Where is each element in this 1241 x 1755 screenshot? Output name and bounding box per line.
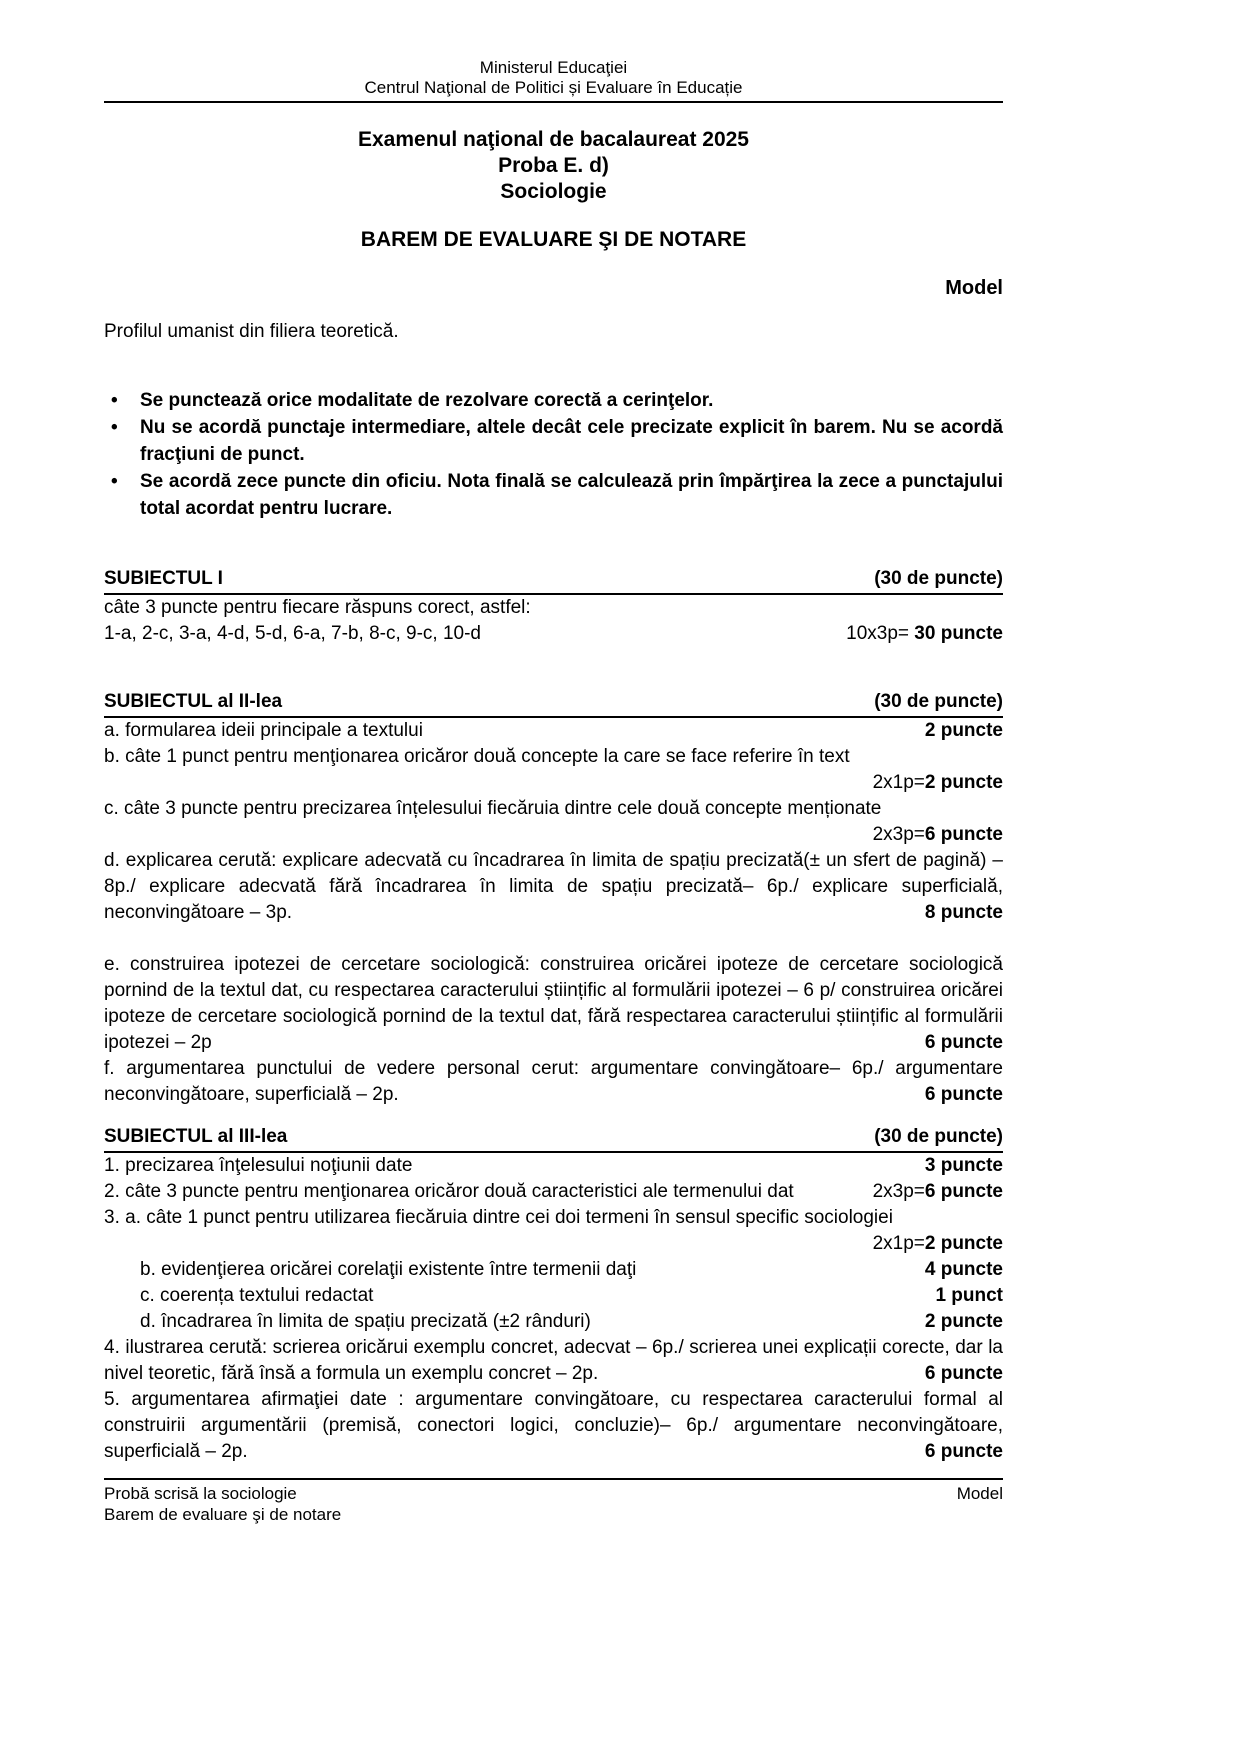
- s1-intro-line: câte 3 puncte pentru fiecare răspuns corect, astfel:: [104, 597, 531, 618]
- item-score: 2 puncte: [924, 1233, 1003, 1254]
- item-score: 6 puncte: [924, 1181, 1003, 1202]
- section-points: (30 de puncte): [874, 691, 1003, 712]
- item-score: 8 puncte: [917, 900, 1003, 926]
- rubric-item-c-score-line: [104, 822, 1003, 848]
- rubric-item-3d: [104, 1309, 1003, 1335]
- item-text: 5. argumentarea afirmaţiei date : argumentare convingătoare, cu respectarea caracterului formal al construirii argumentării (premisă, conectori logici, concluzie)– 6p./ argumentare neconvingătoare, superficială – 2p.: [104, 1389, 1003, 1462]
- item-score: 6 puncte: [917, 1439, 1003, 1465]
- rubric-item-b-text: b. câte 1 punct pentru menţionarea oricăror două concepte la care se face referire în text: [104, 746, 850, 767]
- section-title: SUBIECTUL al III-lea: [104, 1126, 288, 1147]
- item-text: d. încadrarea în limita de spațiu precizată (±2 rânduri): [140, 1311, 591, 1332]
- section-points: (30 de puncte): [874, 568, 1003, 589]
- section-subiectul-3: [104, 1108, 1003, 1465]
- section-heading: [104, 689, 1003, 718]
- barem-title: BAREM DE EVALUARE ŞI DE NOTARE: [360, 228, 747, 251]
- footer-barem: Barem de evaluare şi de notare: [104, 1505, 342, 1524]
- item-text: 1. precizarea înţelesului noţiunii date: [104, 1155, 413, 1176]
- item-score: 4 puncte: [924, 1259, 1003, 1280]
- rubric-item-5: [104, 1387, 1003, 1465]
- item-text: 4. ilustrarea cerută: scrierea oricărui exemplu concret, adecvat – 6p./ scrierea unei explicații corecte, dar la nivel teoretic, fără însă a formula un exemplu concret – 2p.: [104, 1337, 1003, 1384]
- item-text: e. construirea ipotezei de cercetare sociologică: construirea oricărei ipoteze de cercetare sociologică pornind de la textul dat, cu respectarea caracterului științific al formulării ipotezei – 6 p/ construirea oricărei ipoteze de cercetare sociologică pornind de la textul dat, fără respectarea caracterului științific al formulării ipotezei – 2p: [104, 954, 1003, 1053]
- exam-proba: Proba E. d): [498, 154, 609, 177]
- rubric-item-3a-score-line: [104, 1231, 1003, 1257]
- rubric-item-d: [104, 848, 1003, 926]
- rubric-item-f: [104, 1056, 1003, 1108]
- s1-score-prefix: 10x3p=: [846, 623, 915, 644]
- item-text: a. formularea ideii principale a textului: [104, 720, 423, 741]
- blank-line: [104, 926, 1003, 952]
- item-score-prefix: 2x3p=: [872, 824, 925, 845]
- item-score: 6 puncte: [917, 1030, 1003, 1056]
- item-score-prefix: 2x1p=: [872, 1233, 925, 1254]
- section-heading: [104, 1124, 1003, 1153]
- item-text: b. evidenţierea oricărei corelaţii existente între termenii daţi: [140, 1259, 637, 1280]
- section-title: SUBIECTUL I: [104, 568, 223, 589]
- section-title: SUBIECTUL al II-lea: [104, 691, 283, 712]
- rule-item: • Se punctează orice modalitate de rezolvare corectă a cerinţelor.: [104, 387, 1003, 414]
- ministry-line: Ministerul Educaţiei: [479, 58, 628, 77]
- footer-model: Model: [956, 1484, 1003, 1503]
- item-text: 2. câte 3 puncte pentru menţionarea oricăror două caracteristici ale termenului dat: [104, 1181, 794, 1202]
- item-score: 2 puncte: [924, 1311, 1003, 1332]
- exam-title-block: [104, 127, 1003, 205]
- rubric-item-3b: [104, 1257, 1003, 1283]
- rule-item: • Se acordă zece puncte din oficiu. Nota finală se calculează prin împărţirea la zece a punctajului total acordat pentru lucrare.: [104, 468, 1003, 522]
- model-label: Model: [945, 277, 1003, 299]
- document-header: [104, 58, 1003, 103]
- section-heading: [104, 566, 1003, 595]
- exam-name: Examenul naţional de bacalaureat 2025: [357, 128, 749, 151]
- item-score: 6 puncte: [917, 1082, 1003, 1108]
- rubric-item-e: [104, 952, 1003, 1056]
- rule-item: • Nu se acordă punctaje intermediare, altele decât cele precizate explicit în barem. Nu se acordă fracţiuni de punct.: [104, 414, 1003, 468]
- s1-answers-row: [104, 621, 1003, 647]
- item-score-prefix: 2x1p=: [872, 772, 925, 793]
- rubric-item-b-score-line: [104, 770, 1003, 796]
- item-score: 2 puncte: [924, 720, 1003, 741]
- profile-line: Profilul umanist din filiera teoretică.: [104, 321, 399, 342]
- rubric-item-1: [104, 1153, 1003, 1179]
- s1-score-value: 30 puncte: [914, 623, 1003, 644]
- item-text: c. coerența textului redactat: [140, 1285, 374, 1306]
- document-footer: [104, 1478, 1003, 1525]
- footer-row: [104, 1483, 1003, 1504]
- item-score: 2 puncte: [924, 772, 1003, 793]
- item-text: f. argumentarea punctului de vedere personal cerut: argumentare convingătoare– 6p./ argumentare neconvingătoare, superficială – 2p.: [104, 1058, 1003, 1105]
- exam-subject: Sociologie: [500, 180, 607, 203]
- rubric-item-3c: [104, 1283, 1003, 1309]
- item-score-prefix: 2x3p=: [872, 1181, 925, 1202]
- item-text: d. explicarea cerută: explicare adecvată cu încadrarea în limita de spațiu precizată(± un sfert de pagină) – 8p./ explicare adecvată fără încadrarea în limita de spațiu precizată– 6p./ explicare superficială, neconvingătoare – 3p.: [104, 850, 1003, 923]
- item-score: 6 puncte: [917, 1361, 1003, 1387]
- s1-score: [836, 621, 1003, 647]
- section-subiectul-2: [104, 647, 1003, 1108]
- general-rules-list: [104, 387, 1003, 522]
- item-score: 3 puncte: [924, 1155, 1003, 1176]
- section-subiectul-1: [104, 522, 1003, 647]
- section-points: (30 de puncte): [874, 1126, 1003, 1147]
- national-center-line: Centrul Naţional de Politici și Evaluare în Educație: [364, 78, 743, 97]
- rubric-item-3a-text: 3. a. câte 1 punct pentru utilizarea fiecăruia dintre cei doi termeni în sensul specific sociologiei: [104, 1207, 893, 1228]
- item-score: 1 punct: [935, 1285, 1003, 1306]
- rubric-item-4: [104, 1335, 1003, 1387]
- item-score-group: [863, 1179, 1003, 1205]
- footer-proba: Probă scrisă la sociologie: [104, 1484, 297, 1503]
- rubric-item-2: [104, 1179, 1003, 1205]
- rubric-item-a: [104, 718, 1003, 744]
- s1-answers: 1-a, 2-c, 3-a, 4-d, 5-d, 6-a, 7-b, 8-c, 9-c, 10-d: [104, 623, 481, 644]
- item-score: 6 puncte: [924, 824, 1003, 845]
- rubric-item-c-text: c. câte 3 puncte pentru precizarea înțelesului fiecăruia dintre cele două concepte menționate: [104, 798, 882, 819]
